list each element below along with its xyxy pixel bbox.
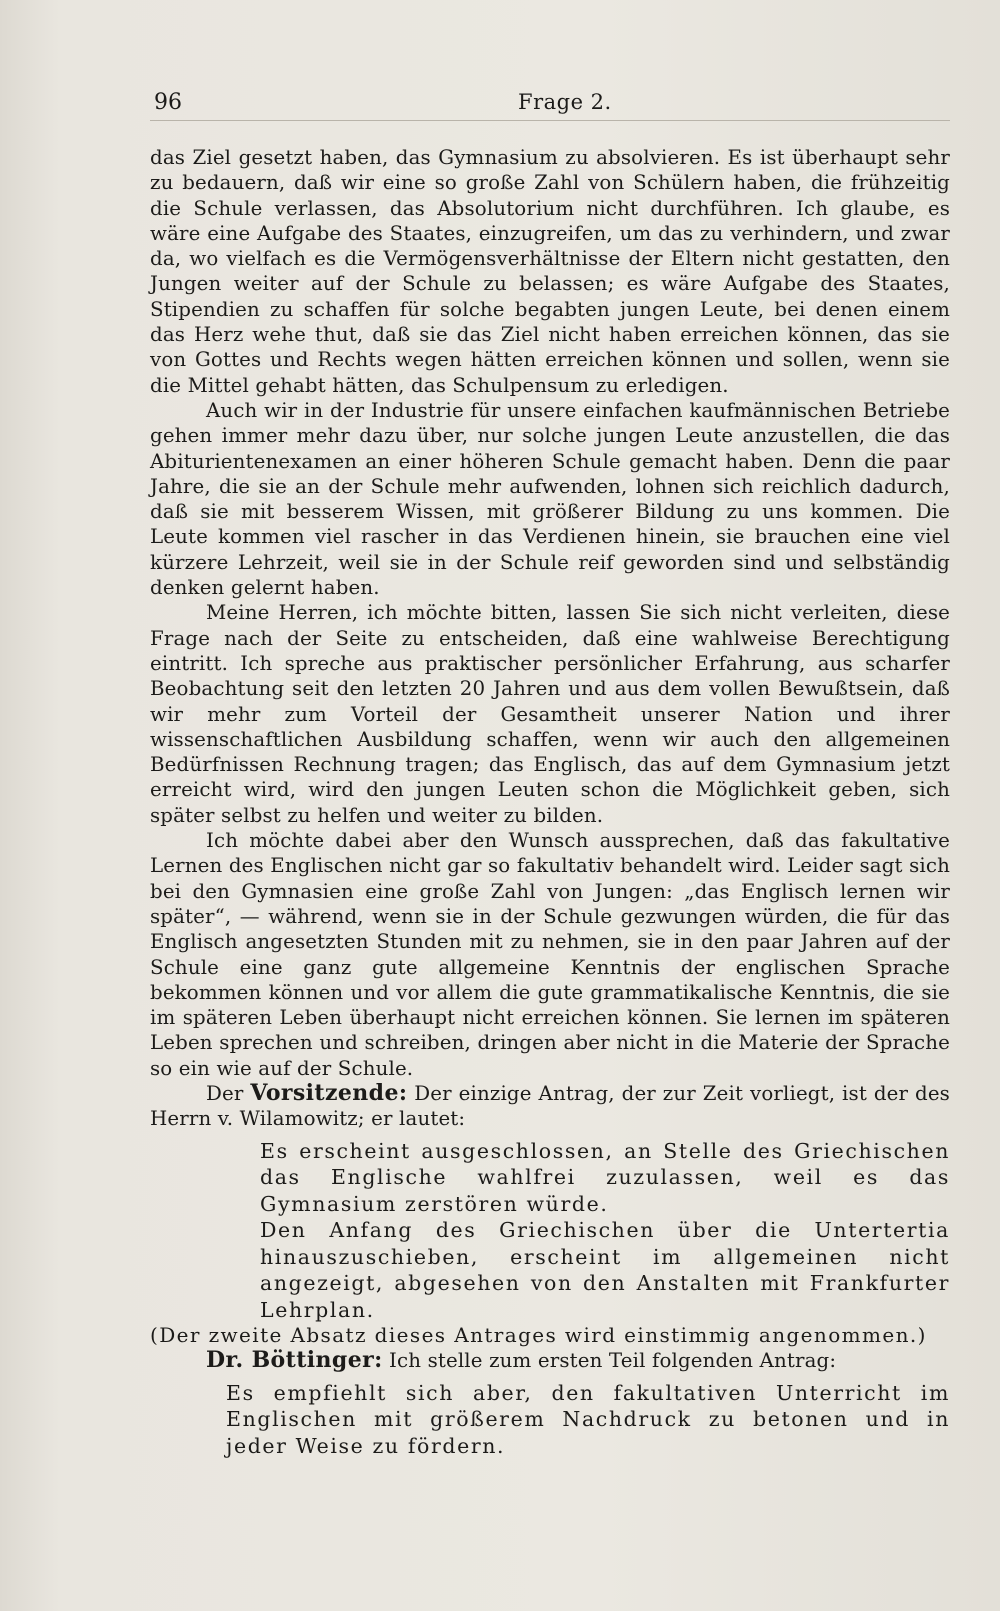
speaker-text: Ich stelle zum ersten Teil folgenden Antrag: — [382, 1349, 837, 1373]
motion-paragraph: Den Anfang des Griechischen über die Untertertia hinauszuschieben, erscheint im allgemeinen nicht angezeigt, abgesehen von den Anstalten mit Frankfurter Lehrplan. — [260, 1218, 950, 1322]
speaker-text: Der einzige Antrag, der zur Zeit vorliegt, ist der des Herrn v. Wilamowitz; er lautet: — [150, 1081, 950, 1131]
speaker-name: Dr. Böttinger: — [206, 1347, 383, 1374]
speaker-name: Vorsitzende: — [250, 1079, 408, 1106]
page-number: 96 — [154, 90, 182, 115]
running-head: Frage 2. — [518, 90, 612, 114]
speaker-paragraph — [150, 1081, 950, 1132]
page-header — [150, 88, 950, 121]
paragraph: das Ziel gesetzt haben, das Gymnasium zu absolvieren. Es ist überhaupt sehr zu bedauern, daß wir eine so große Zahl von Schülern haben, die frühzeitig die Schule verlassen, das Absolutorium nicht durchführen. Ich glaube, es wäre eine Aufgabe des Staates, einzugreifen, um das zu verhindern, und zwar da, wo vielfach es die Vermögensverhältnisse der Eltern nicht gestatten, den Jungen weiter auf der Schule zu belassen; es wäre Aufgabe des Staates, Stipendien zu schaffen für solche begabten jungen Leute, bei denen einem das Herz wehe thut, daß sie das Ziel nicht haben erreichen können, das sie von Gottes und Rechts wegen hätten erreichen können und sollen, wenn sie die Mittel gehabt hätten, das Schulpensum zu erledigen. — [150, 146, 950, 397]
motion-paragraph: Es empfiehlt sich aber, den fakultativen Unterricht im Englischen mit größerem Nachdruck zu betonen und in jeder Weise zu fördern. — [226, 1380, 950, 1458]
speaker-paragraph — [150, 1348, 950, 1373]
motion-quote — [150, 1138, 950, 1324]
paragraph: Auch wir in der Industrie für unsere einfachen kaufmännischen Betriebe gehen immer mehr dazu über, nur solche jungen Leute anzustellen, die das Abiturientenexamen an einer höheren Schule gemacht haben. Denn die paar Jahre, die sie an der Schule mehr aufwenden, lohnen sich reichlich dadurch, daß sie mit besserem Wissen, mit größerer Bildung zu uns kommen. Die Leute kommen viel rascher in das Verdienen hinein, sie brauchen eine viel kürzere Lehrzeit, weil sie in der Schule reif geworden sind und selbständig denken gelernt haben. — [150, 398, 950, 600]
speaker-intro: Der — [206, 1081, 251, 1105]
body-text — [150, 145, 950, 1459]
motion-quote — [150, 1380, 950, 1460]
paragraph: Meine Herren, ich möchte bitten, lassen Sie sich nicht verleiten, diese Frage nach der Seite zu entscheiden, daß eine wahlweise Berechtigung eintritt. Ich spreche aus praktischer persönlicher Erfahrung, aus scharfer Beobachtung seit den letzten 20 Jahren und aus dem vollen Bewußtsein, daß wir mehr zum Vorteil der Gesamtheit unserer Nation und ihrer wissenschaftlichen Ausbildung schaffen, wenn wir auch den allgemeinen Bedürfnissen Rechnung tragen; das Englisch, das auf dem Gymnasium jetzt erreicht wird, wird den jungen Leuten schon die Möglichkeit geben, sich später selbst zu helfen und weiter zu bilden. — [150, 601, 950, 827]
paragraph: Ich möchte dabei aber den Wunsch aussprechen, daß das fakultative Lernen des Englischen nicht gar so fakultativ behandelt wird. Leider sagt sich bei den Gymnasien eine große Zahl von Jungen: „das Englisch lernen wir später“, — während, wenn sie in der Schule gezwungen würden, die für das Englisch angesetzten Stunden mit zu nehmen, sie in den paar Jahren auf der Schule eine ganz gute allgemeine Kenntnis der englischen Sprache bekommen können und vor allem die gute grammatikalische Kenntnis, die sie im späteren Leben überhaupt nicht erreichen können. Sie lernen im späteren Leben sprechen und schreiben, dringen aber nicht in die Materie der Sprache so ein wie auf der Schule. — [150, 829, 950, 1080]
motion-paragraph: Es erscheint ausgeschlossen, an Stelle des Griechischen das Englische wahlfrei zuzulassen, weil es das Gymnasium zerstören würde. — [260, 1138, 950, 1216]
procedural-note: (Der zweite Absatz dieses Antrages wird einstimmig angenommen.) — [150, 1323, 927, 1348]
